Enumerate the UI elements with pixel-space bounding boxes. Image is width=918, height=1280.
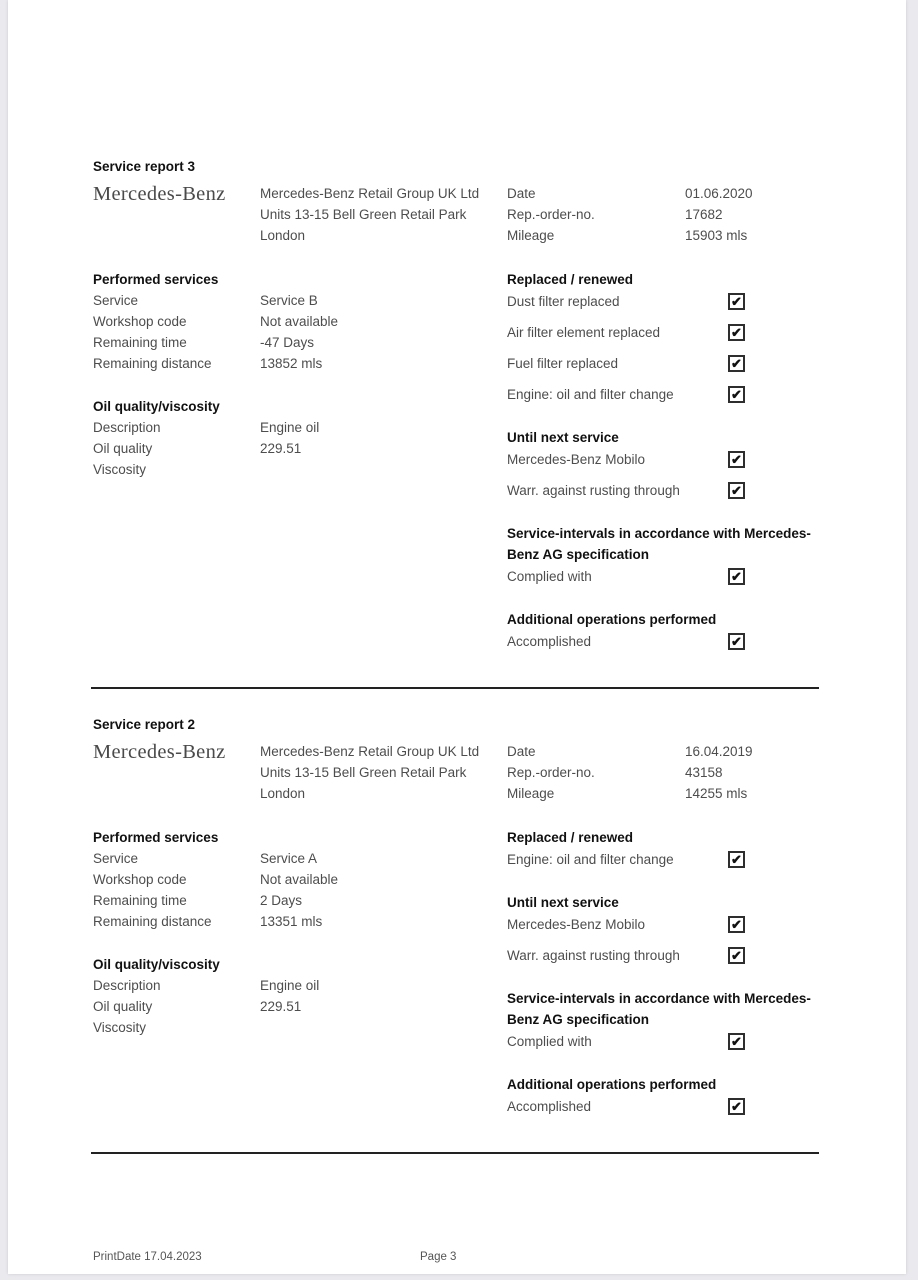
meta-date-row [507,183,906,204]
oil-quality-group [93,396,507,480]
report-left-column [93,269,507,661]
check-label: Engine: oil and filter change [507,852,674,867]
additional-operations-group [507,609,821,661]
checkbox-checked-icon[interactable]: ✔ [728,851,745,868]
checkbox-checked-icon[interactable]: ✔ [728,1033,745,1050]
report-body [93,827,906,1126]
check-row [507,914,821,944]
check-row [507,480,821,510]
dealer-city: London [260,228,306,243]
dealer-name: Mercedes-Benz Retail Group UK Ltd [260,744,480,759]
service-intervals-heading: Service-intervals in accordance with Mercedes-Benz AG specification [507,991,811,1027]
order-label: Rep.-order-no. [507,765,595,780]
checkbox-checked-icon[interactable]: ✔ [728,947,745,964]
dealer-street: Units 13-15 Bell Green Retail Park [260,207,467,222]
kv-row [93,975,507,996]
check-label: Complied with [507,1034,592,1049]
kv-row [93,848,507,869]
kv-value: Not available [260,872,339,887]
kv-label: Description [93,420,161,435]
additional-operations-group [507,1074,821,1126]
check-label: Engine: oil and filter change [507,387,674,402]
replaced-renewed-heading: Replaced / renewed [507,272,634,287]
kv-value: Not available [260,314,339,329]
oil-quality-heading: Oil quality/viscosity [93,399,220,414]
dealer-street: Units 13-15 Bell Green Retail Park [260,765,467,780]
checkbox-checked-icon[interactable]: ✔ [728,482,745,499]
mercedes-benz-wordmark: Mercedes-Benz [93,741,226,763]
performed-services-heading: Performed services [93,830,219,845]
service-intervals-group [507,523,821,596]
print-date: PrintDate 17.04.2023 [93,1251,202,1263]
service-intervals-group [507,988,821,1061]
check-row [507,1031,821,1061]
kv-row [93,438,507,459]
page-number: Page 3 [420,1251,457,1263]
kv-row [93,332,507,353]
checkbox-checked-icon[interactable]: ✔ [728,568,745,585]
dealer-city: London [260,786,306,801]
check-label: Warr. against rusting through [507,948,680,963]
check-label: Accomplished [507,1099,592,1114]
kv-row [93,417,507,438]
check-row [507,384,821,414]
check-row [507,945,821,975]
kv-label: Workshop code [93,872,187,887]
replaced-renewed-group [507,269,821,414]
check-label: Air filter element replaced [507,325,661,340]
section-divider [91,687,819,689]
kv-label: Oil quality [93,441,153,456]
kv-value: Service A [260,851,318,866]
report-header [93,183,906,246]
date-label: Date [507,744,536,759]
service-report-3 [93,158,906,661]
checkbox-checked-icon[interactable]: ✔ [728,451,745,468]
check-label: Complied with [507,569,592,584]
check-label: Fuel filter replaced [507,356,619,371]
kv-label: Workshop code [93,314,187,329]
kv-value: -47 Days [260,335,315,350]
kv-value: 13351 mls [260,914,323,929]
page-content [8,0,906,1264]
kv-row [93,290,507,311]
mileage-value: 14255 mls [685,786,748,801]
kv-label: Remaining time [93,335,187,350]
service-intervals-heading: Service-intervals in accordance with Mercedes-Benz AG specification [507,526,811,562]
replaced-renewed-heading: Replaced / renewed [507,830,634,845]
performed-services-heading: Performed services [93,272,219,287]
checkbox-checked-icon[interactable]: ✔ [728,633,745,650]
kv-value: Engine oil [260,978,320,993]
checkbox-checked-icon[interactable]: ✔ [728,1098,745,1115]
order-label: Rep.-order-no. [507,207,595,222]
kv-label: Remaining distance [93,914,212,929]
kv-value: 229.51 [260,441,302,456]
check-row [507,353,821,383]
replaced-renewed-group [507,827,821,879]
check-row [507,1096,821,1126]
additional-operations-heading: Additional operations performed [507,612,717,627]
service-report-2 [93,716,906,1126]
checkbox-checked-icon[interactable]: ✔ [728,916,745,933]
meta-order-row [507,204,906,225]
report-title: Service report 2 [93,717,196,732]
kv-row [93,996,507,1017]
kv-label: Description [93,978,161,993]
report-header [93,741,906,804]
kv-label: Service [93,851,139,866]
kv-row [93,311,507,332]
check-row [507,566,821,596]
kv-label: Viscosity [93,462,147,477]
kv-row [93,459,507,480]
checkbox-checked-icon[interactable]: ✔ [728,293,745,310]
section-divider [91,1152,819,1154]
meta-mileage-row [507,783,906,804]
report-title: Service report 3 [93,159,196,174]
kv-label: Service [93,293,139,308]
kv-row [93,869,507,890]
kv-row [93,890,507,911]
until-next-service-group [507,427,821,510]
checkbox-checked-icon[interactable]: ✔ [728,386,745,403]
dealer-address [260,741,507,804]
oil-quality-heading: Oil quality/viscosity [93,957,220,972]
dealer-name: Mercedes-Benz Retail Group UK Ltd [260,186,480,201]
check-label: Warr. against rusting through [507,483,680,498]
date-value: 01.06.2020 [685,186,753,201]
until-next-service-group [507,892,821,975]
kv-label: Viscosity [93,1020,147,1035]
check-row [507,849,821,879]
kv-label: Remaining time [93,893,187,908]
meta-date-row [507,741,906,762]
kv-value: 13852 mls [260,356,323,371]
check-label: Mercedes-Benz Mobilo [507,452,646,467]
report-left-column [93,827,507,1126]
dealer-address [260,183,507,246]
until-next-service-heading: Until next service [507,430,619,445]
kv-label: Remaining distance [93,356,212,371]
order-value: 43158 [685,765,723,780]
mileage-label: Mileage [507,228,555,243]
check-row [507,631,821,661]
check-label: Accomplished [507,634,592,649]
kv-value: Engine oil [260,420,320,435]
kv-row [93,1017,507,1038]
kv-value: 229.51 [260,999,302,1014]
report-right-column [507,269,821,661]
meta-mileage-row [507,225,906,246]
document-page [8,0,906,1274]
mileage-value: 15903 mls [685,228,748,243]
check-row [507,449,821,479]
kv-label: Oil quality [93,999,153,1014]
additional-operations-heading: Additional operations performed [507,1077,717,1092]
until-next-service-heading: Until next service [507,895,619,910]
meta-order-row [507,762,906,783]
check-label: Mercedes-Benz Mobilo [507,917,646,932]
date-value: 16.04.2019 [685,744,753,759]
check-label: Dust filter replaced [507,294,620,309]
kv-value: Service B [260,293,318,308]
check-row [507,291,821,321]
oil-quality-group [93,954,507,1038]
report-body [93,269,906,661]
mileage-label: Mileage [507,786,555,801]
kv-value: 2 Days [260,893,303,908]
order-value: 17682 [685,207,723,222]
checkbox-checked-icon[interactable]: ✔ [728,355,745,372]
checkbox-checked-icon[interactable]: ✔ [728,324,745,341]
kv-row [93,911,507,932]
report-meta [507,183,906,246]
page-footer [93,1250,821,1264]
kv-row [93,353,507,374]
date-label: Date [507,186,536,201]
mercedes-benz-wordmark: Mercedes-Benz [93,183,226,205]
report-right-column [507,827,821,1126]
check-row [507,322,821,352]
report-meta [507,741,906,804]
